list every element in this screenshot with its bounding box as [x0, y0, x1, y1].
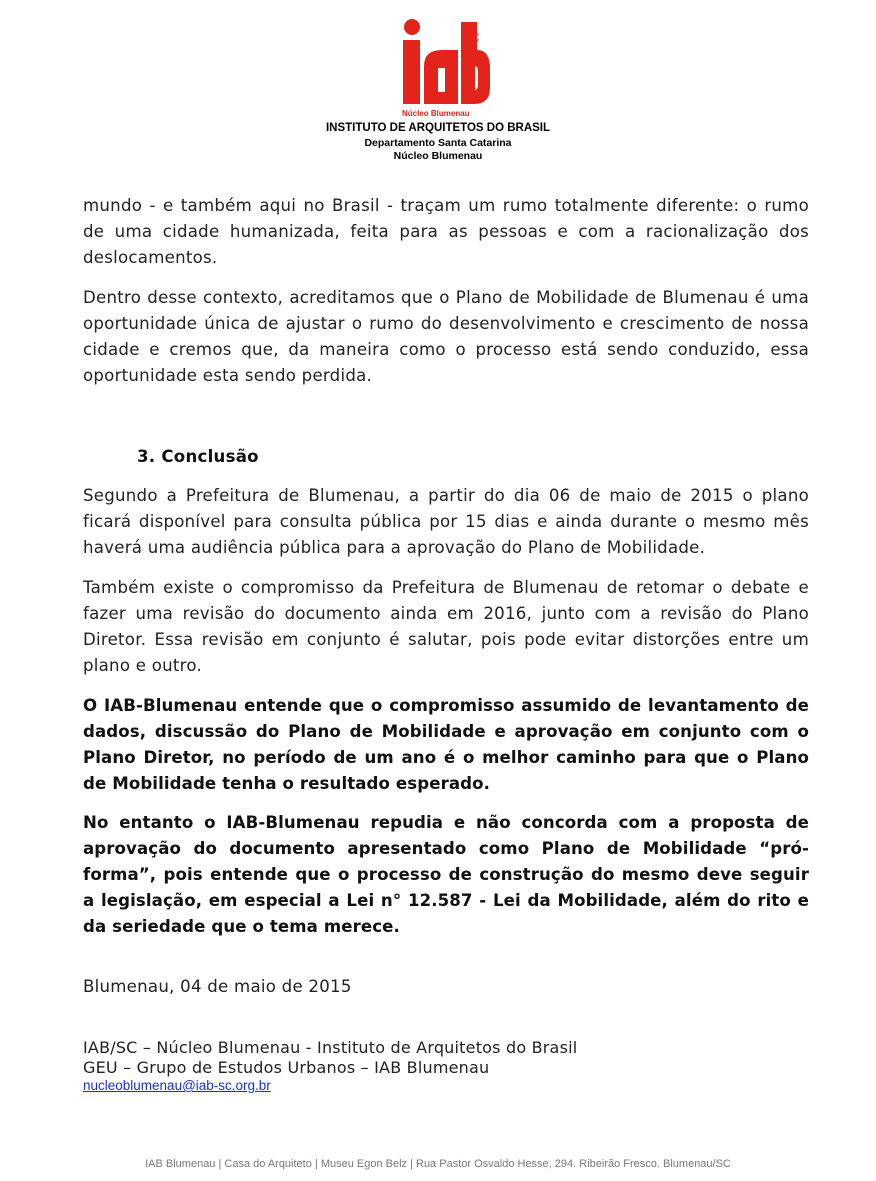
paragraph-1: mundo - e também aqui no Brasil - traçam um rumo totalmente diferente: o rumo de uma cidade humanizada, feita para as pessoas e com a racionalização dos deslocamentos. — [83, 196, 809, 267]
paragraph-2: Dentro desse contexto, acreditamos que o Plano de Mobilidade de Blumenau é uma oportunidade única de ajustar o rumo do desenvolvimento e crescimento de nossa cidade e cremos que, da maneira como o processo está sendo conduzido, essa oportunidade esta sendo perdida. — [83, 288, 809, 385]
logo-subtitle: Núcleo Blumenau — [402, 109, 470, 118]
section-heading: 3. Conclusão — [137, 447, 259, 466]
dateline: Blumenau, 04 de maio de 2015 — [83, 977, 352, 996]
signature-line-1: IAB/SC – Núcleo Blumenau - Instituto de Arquitetos do Brasil — [83, 1038, 578, 1057]
paragraph-4: Também existe o compromisso da Prefeitura de Blumenau de retomar o debate e fazer uma revisão do documento ainda em 2016, junto com a revisão do Plano Diretor. Essa revisão em conjunto é salutar, pois pode evitar distorções entre um plano e outro. — [83, 578, 809, 675]
logo-sc-text: SC — [460, 29, 480, 45]
paragraph-5-bold: O IAB-Blumenau entende que o compromisso assumido de levantamento de dados, discussão do Plano de Mobilidade e aprovação em conjunto com o Plano Diretor, no período de um ano é o melhor caminho para que o Plano de Mobilidade tenha o resultado esperado. — [83, 696, 809, 793]
page-footer: IAB Blumenau | Casa do Arquiteto | Museu Egon Belz | Rua Pastor Osvaldo Hesse, 294. Ribeirão Fresco. Blumenau/SC — [145, 1158, 731, 1170]
signature-line-2: GEU – Grupo de Estudos Urbanos – IAB Blumenau — [83, 1058, 490, 1077]
email-link[interactable]: nucleoblumenau@iab-sc.org.br — [83, 1078, 271, 1093]
paragraph-6-bold: No entanto o IAB-Blumenau repudia e não concorda com a proposta de aprovação do documento apresentado como Plano de Mobilidade “pró-forma”, pois entende que o processo de construção do mesmo deve seguir a legislação, em especial a Lei n° 12.587 - Lei da Mobilidade, além do rito e da seriedade que o tema merece. — [83, 813, 809, 936]
iab-logo-icon — [398, 18, 494, 118]
signature-block — [83, 1038, 577, 1093]
org-name: INSTITUTO DE ARQUITETOS DO BRASIL — [325, 122, 551, 134]
nucleus-name: Núcleo Blumenau — [393, 150, 483, 162]
department-name: Departamento Santa Catarina — [364, 137, 512, 149]
paragraph-3: Segundo a Prefeitura de Blumenau, a partir do dia 06 de maio de 2015 o plano ficará disponível para consulta pública por 15 dias e ainda durante o mesmo mês haverá uma audiência pública para a aprovação do Plano de Mobilidade. — [83, 486, 809, 557]
